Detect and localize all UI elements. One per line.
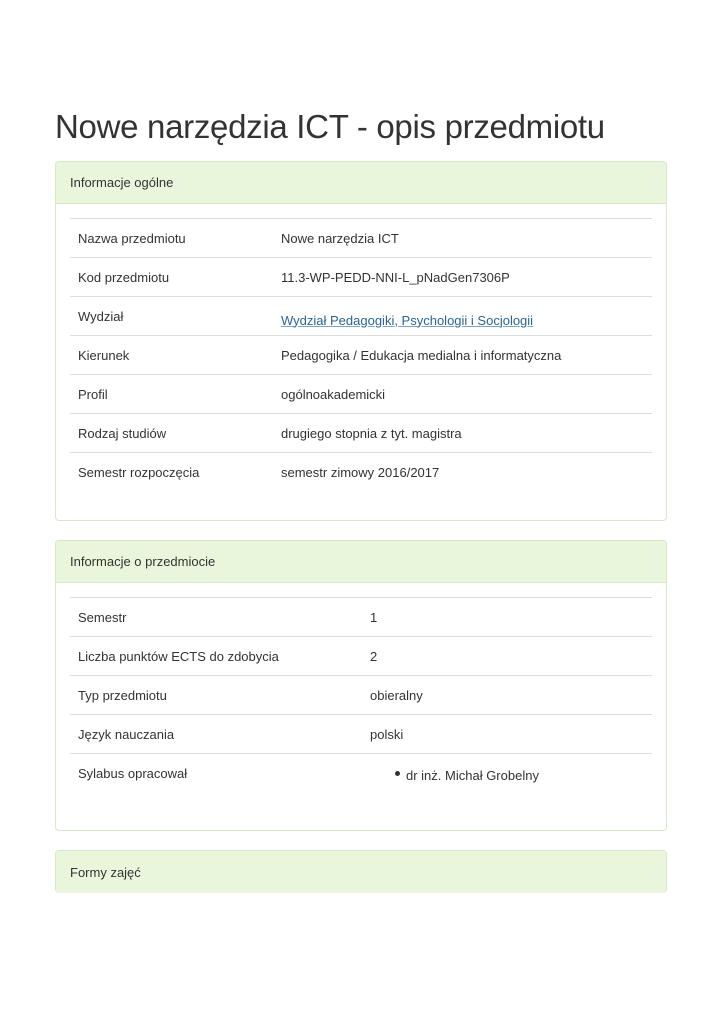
page-title: Nowe narzędzia ICT - opis przedmiotu [55, 108, 605, 145]
syllabus-author-label: Sylabus opracował [78, 766, 188, 781]
list-item: dr inż. Michał Grobelny [370, 768, 644, 783]
semester-value: 1 [370, 609, 378, 625]
author-list [370, 766, 644, 781]
start-semester-value: semestr zimowy 2016/2017 [281, 464, 440, 480]
language-value: polski [370, 726, 404, 742]
table-row [70, 453, 652, 492]
course-type-value: obieralny [370, 687, 423, 703]
general-info-panel [55, 161, 667, 521]
table-row [70, 375, 652, 414]
general-info-table [70, 218, 652, 491]
table-row [70, 258, 652, 297]
profile-label: Profil [78, 386, 108, 402]
course-info-panel [55, 540, 667, 831]
ects-value: 2 [370, 648, 378, 664]
table-row [70, 715, 652, 754]
field-of-study-value: Pedagogika / Edukacja medialna i informatyczna [281, 347, 562, 363]
course-info-table [70, 597, 652, 804]
study-type-label: Rodzaj studiów [78, 425, 167, 441]
table-row [70, 754, 652, 805]
faculty-link[interactable]: Wydział Pedagogiki, Psychologii i Socjologii [281, 312, 534, 328]
syllabus-author-value [362, 754, 652, 805]
table-row [70, 676, 652, 715]
course-code-label: Kod przedmiotu [78, 269, 170, 285]
table-row [70, 598, 652, 637]
course-name-value: Nowe narzędzia ICT [281, 230, 399, 246]
class-forms-panel [55, 850, 667, 893]
language-label: Język nauczania [78, 726, 175, 742]
ects-label: Liczba punktów ECTS do zdobycia [78, 648, 279, 664]
table-row [70, 414, 652, 453]
faculty-label: Wydział [78, 308, 124, 324]
course-name-label: Nazwa przedmiotu [78, 230, 186, 246]
course-info-heading: Informacje o przedmiocie [56, 541, 666, 583]
study-type-value: drugiego stopnia z tyt. magistra [281, 425, 462, 441]
faculty-value [273, 297, 652, 336]
table-row [70, 637, 652, 676]
course-type-label: Typ przedmiotu [78, 687, 167, 703]
profile-value: ogólnoakademicki [281, 386, 386, 402]
start-semester-label: Semestr rozpoczęcia [78, 464, 200, 480]
class-forms-heading: Formy zajęć [56, 851, 666, 893]
general-info-heading: Informacje ogólne [56, 162, 666, 204]
semester-label: Semestr [78, 609, 127, 625]
course-code-value: 11.3-WP-PEDD-NNI-L_pNadGen7306P [281, 269, 510, 285]
table-row [70, 297, 652, 336]
table-row [70, 336, 652, 375]
table-row [70, 219, 652, 258]
field-of-study-label: Kierunek [78, 347, 130, 363]
